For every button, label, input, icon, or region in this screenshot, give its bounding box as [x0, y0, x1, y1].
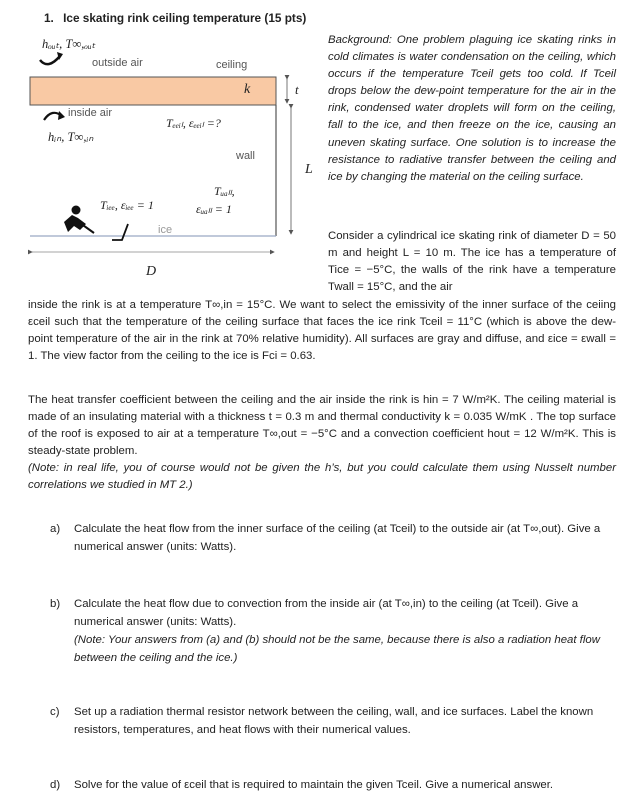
question-a — [50, 520, 616, 556]
hockey-stick-icon — [112, 224, 128, 240]
l-label: L — [305, 162, 313, 177]
ceiling-label: ceiling — [216, 59, 248, 71]
h-out-label: hₒᵤₜ, T∞,ₒᵤₜ — [42, 37, 96, 51]
problem-heading — [44, 10, 306, 27]
question-note: (Note: Your answers from (a) and (b) should not be the same, because there is also a radiation heat flow between the ceiling and the ice.) — [74, 634, 600, 664]
question-c — [50, 703, 616, 739]
intro-full-paragraph: inside the rink is at a temperature T∞,in = 15°C. We want to select the emissivity of the inner surface of the ceiing εceil such that the temperature of the ceiling surface that faces the ice rink Tceil = 11°C (which is above the dew-point temperature of the air in the rink at 70% relative humidity). All surfaces are gray and diffuse, and εice = εwall = 1. The view factor from the ceiling to the ice is Fci = 0.63. — [28, 299, 616, 363]
eps-wall-label: εᵤₐₗₗ = 1 — [196, 202, 232, 216]
d-label: D — [146, 264, 157, 279]
outside-air-label: outside air — [92, 57, 143, 69]
question-text: Calculate the heat flow from the inner surface of the ceiling (at Tceil) to the outside air (at T∞,out). Give a numerical answer (units: Watts). — [74, 523, 601, 553]
background-paragraph: Background: One problem plaguing ice skating rinks in cold climates is water condensation on the ceiling, which occurs if the temperature Tceil gets too cold. If Tceil drops below the dew-point temperature for the air in the rink, condensed water droplets will form on the ceiling, fall to the ice, and then freeze on the ice, causing an uneven skating surface. One solution is to increase the resistance to radiative transfer between the ceiling and ice by changing the material on the ceiling surface. — [328, 34, 616, 183]
question-label: b) — [50, 598, 61, 610]
heat-transfer-text: The heat transfer coefficient between the ceiling and the air inside the rink is hin = 7 W/m²K. The ceiling material is made of an insulating material with a thickness t = 0.3 m and thermal conductivity k = 0.035 W/mK . The top surface of the roof is exposed to air at a temperature T∞,out = −5°C and a convection coefficient hout = 12 W/m²K. This is steady-state problem. — [28, 394, 616, 458]
outside-air-arrow-icon — [40, 56, 60, 64]
wall-label: wall — [236, 150, 255, 162]
question-d — [50, 776, 616, 794]
h-in-label: hᵢₙ, T∞,ᵢₙ — [48, 130, 94, 144]
question-text: Set up a radiation thermal resistor network between the ceiling, wall, and ice surfaces. Label the known resistors, temperatures, and heat flows with their numerical values. — [74, 706, 594, 736]
inside-air-label: inside air — [68, 107, 113, 119]
question-text: Solve for the value of εceil that is required to maintain the given Tceil. Give a numerical answer. — [74, 779, 554, 791]
ice-label: ice — [158, 224, 173, 236]
t-wall-label: Tᵤₐₗₗ, — [214, 184, 235, 198]
t-ice-label: Tᵢₑₑ, εᵢₑₑ = 1 — [100, 198, 154, 212]
question-label: d) — [50, 779, 61, 791]
t-label: t — [295, 82, 299, 97]
question-label: a) — [50, 523, 61, 535]
problem-number: 1. — [44, 11, 54, 25]
intro-right-paragraph: Consider a cylindrical ice skating rink of diameter D = 50 m and height L = 10 m. The ice has a temperature of Tice = −5°C, the walls of the rink have a temperature Twall = 15°C, and the air — [328, 230, 616, 294]
rink-diagram-svg — [28, 34, 318, 284]
heat-transfer-paragraph — [28, 392, 616, 495]
problem-title: Ice skating rink ceiling temperature (15 pts) — [63, 11, 307, 25]
question-b — [50, 595, 616, 667]
k-label: k — [244, 82, 251, 97]
question-label: c) — [50, 706, 60, 718]
heat-transfer-note: (Note: in real life, you of course would not be given the h’s, but you could calculate them using Nusselt number correlations we studied in MT 2.) — [28, 462, 616, 492]
question-text: Calculate the heat flow due to convection from the inside air (at T∞,in) to the ceiling (at Tceil). Give a numerical answer (units: Watts). — [74, 598, 579, 628]
rink-diagram — [28, 34, 318, 284]
t-ceil-label: Tₑₑᵢₗ, εₑₑᵢₗ =? — [166, 116, 221, 130]
skater-icon — [64, 206, 94, 234]
ceiling-slab — [30, 77, 276, 105]
